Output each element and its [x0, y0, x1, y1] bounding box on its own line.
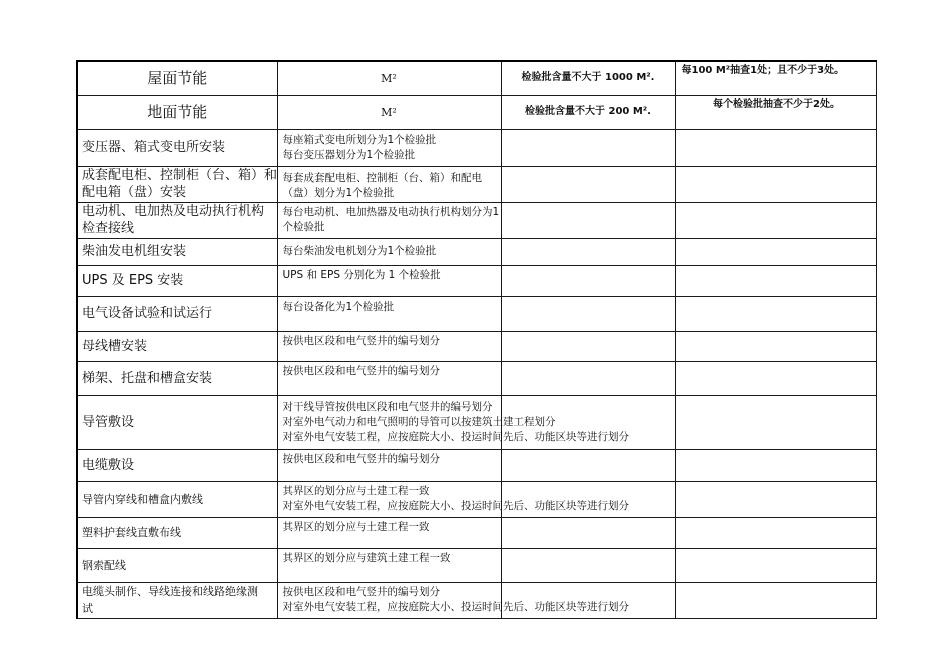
table-row [77, 202, 876, 238]
division-line: 按供电区段和电气竖井的编号划分 [282, 586, 440, 598]
division-cell: 每台电动机、电加热器及电动执行机构划分为1个检验批 [277, 202, 501, 238]
item-cell: 母线槽安装 [77, 331, 277, 361]
division-cell: 其界区的划分应与土建工程一致 [277, 517, 501, 548]
empty-cell [675, 481, 876, 517]
quantity-cell [501, 61, 675, 95]
empty-cell [675, 548, 876, 582]
table-row [77, 296, 876, 331]
inspection-lot-table [76, 60, 877, 619]
item-line: 成套配电柜、控制柜（台、箱）和 [82, 168, 278, 183]
table-row [77, 166, 876, 202]
empty-cell [675, 582, 876, 618]
table-row [77, 517, 876, 548]
sampling-cell [675, 61, 876, 95]
division-cell: UPS 和 EPS 分别化为 1 个检验批 [277, 265, 501, 296]
empty-cell [675, 449, 876, 481]
empty-cell [501, 202, 675, 238]
division-cell: 其界区的划分应与建筑土建工程一致 [277, 548, 501, 582]
empty-cell [675, 395, 876, 449]
table-row [77, 95, 876, 129]
table-row [77, 265, 876, 296]
division-cell [277, 481, 629, 517]
item-cell: 电缆敷设 [77, 449, 277, 481]
division-cell [277, 129, 501, 166]
empty-cell [501, 449, 675, 481]
division-cell: 每套成套配电柜、控制柜（台、箱）和配电（盘）划分为1个检验批 [277, 166, 501, 202]
division-line: 其界区的划分应与土建工程一致 [282, 485, 430, 497]
item-cell [77, 582, 277, 618]
table-row [77, 582, 876, 618]
item-cell: 地面节能 [77, 95, 277, 129]
division-cell [277, 395, 629, 449]
item-cell: 屋面节能 [77, 61, 277, 95]
division-cell [277, 582, 629, 618]
empty-cell [501, 517, 675, 548]
division-line: 对室外电气安装工程，应按庭院大小、投运时间先后、功能区块等进行划分 [282, 500, 629, 512]
empty-cell [675, 202, 876, 238]
quantity-cell [501, 95, 675, 129]
table-row [77, 481, 876, 517]
item-line: 电动机、电加热及电动执行机构 [82, 204, 265, 219]
sampling-text: 每100 M²抽查1处；且不少于3处。 [681, 65, 845, 76]
empty-cell [501, 361, 675, 395]
table-row [77, 238, 876, 265]
item-cell: 电气设备试验和试运行 [77, 296, 277, 331]
empty-cell [501, 548, 675, 582]
quantity-text: 检验批含量不大于 200 M². [525, 106, 651, 117]
division-cell: M² [277, 61, 501, 95]
division-cell: 按供电区段和电气竖井的编号划分 [277, 331, 501, 361]
empty-cell [675, 296, 876, 331]
sampling-cell [675, 95, 876, 129]
item-cell: 塑料护套线直敷布线 [77, 517, 277, 548]
empty-cell [501, 129, 675, 166]
empty-cell [501, 296, 675, 331]
empty-cell [675, 265, 876, 296]
empty-cell [675, 166, 876, 202]
division-line: 对室外电气安装工程，应按庭院大小、投运时间先后、功能区块等进行划分 [282, 601, 629, 613]
division-cell: M² [277, 95, 501, 129]
division-cell: 每台柴油发电机划分为1个检验批 [277, 238, 501, 265]
item-cell [77, 166, 277, 202]
division-line: 对干线导管按供电区段和电气竖井的编号划分 [282, 400, 493, 413]
table-row [77, 449, 876, 481]
division-line: 每座箱式变电所划分为1个检验批 [282, 133, 437, 146]
division-line: 对室外电气安装工程，应按庭院大小、投运时间先后、功能区块等进行划分 [282, 430, 629, 443]
empty-cell [675, 361, 876, 395]
empty-cell [675, 331, 876, 361]
division-cell: 按供电区段和电气竖井的编号划分 [277, 361, 501, 395]
table-row [77, 129, 876, 166]
division-line: 每台变压器划分为1个检验批 [282, 148, 416, 161]
table-row [77, 361, 876, 395]
empty-cell [675, 238, 876, 265]
empty-cell [501, 265, 675, 296]
division-cell: 每台设备化为1个检验批 [277, 296, 501, 331]
item-cell: 变压器、箱式变电所安装 [77, 129, 277, 166]
item-cell: UPS 及 EPS 安装 [77, 265, 277, 296]
item-line: 配电箱（盘）安装 [82, 185, 187, 200]
table-row [77, 548, 876, 582]
table-row [77, 395, 876, 449]
item-cell [77, 202, 277, 238]
item-cell: 导管敷设 [77, 395, 277, 449]
empty-cell [501, 166, 675, 202]
empty-cell [675, 517, 876, 548]
table-row [77, 61, 876, 95]
item-cell: 钢索配线 [77, 548, 277, 582]
division-line: 对室外电气动力和电气照明的导管可以按建筑土建工程划分 [282, 415, 556, 428]
sampling-text: 每个检验批抽查不少于2处。 [713, 98, 840, 110]
item-cell: 梯架、托盘和槽盒安装 [77, 361, 277, 395]
empty-cell [675, 129, 876, 166]
item-line: 试 [82, 602, 93, 615]
item-cell: 柴油发电机组安装 [77, 238, 277, 265]
item-cell: 导管内穿线和槽盒内敷线 [77, 481, 277, 517]
item-line: 检查接线 [82, 221, 135, 236]
division-cell: 按供电区段和电气竖井的编号划分 [277, 449, 501, 481]
empty-cell [501, 331, 675, 361]
empty-cell [501, 238, 675, 265]
quantity-text: 检验批含量不大于 1000 M². [521, 72, 655, 84]
table-row [77, 331, 876, 361]
item-line: 电缆头制作、导线连接和线路绝缘测 [82, 585, 258, 598]
